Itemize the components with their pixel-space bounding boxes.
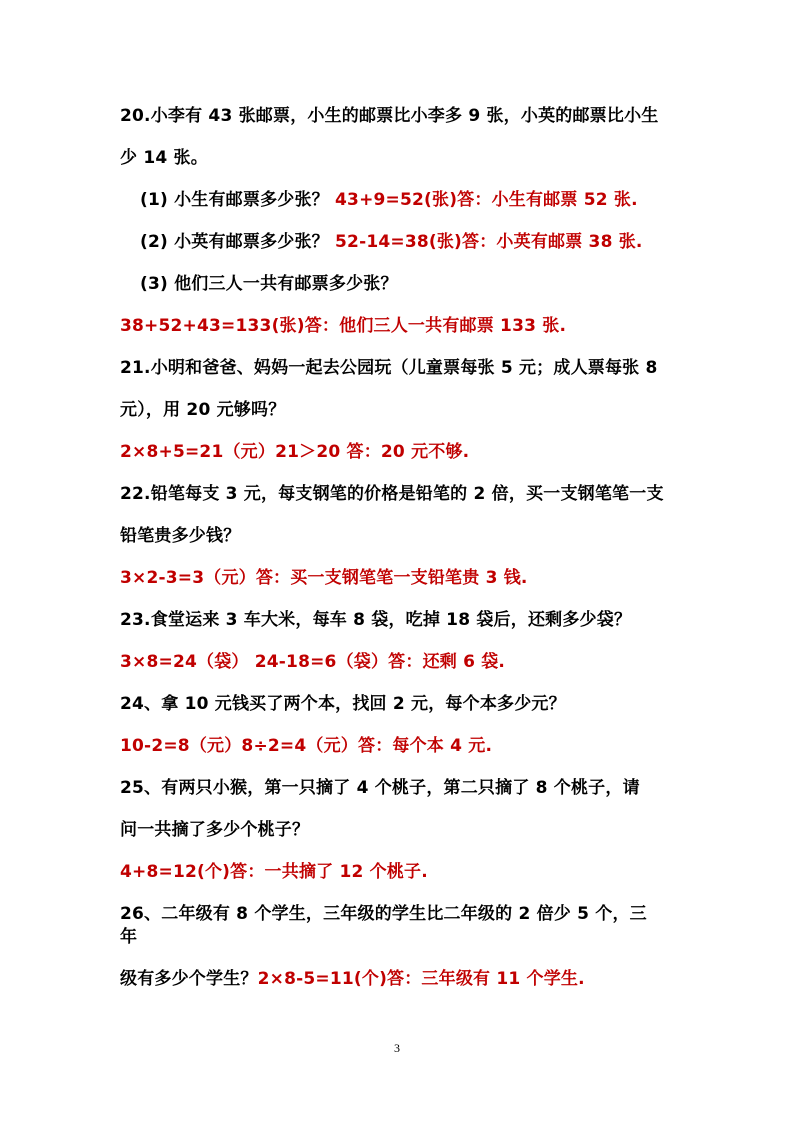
page-number: 3 <box>394 1041 400 1055</box>
q24-text-line1: 24、拿 10 元钱买了两个本，找回 2 元，每个本多少元？ <box>120 694 566 714</box>
q20-sub1-answer: 43+9=52(张)答：小生有邮票 52 张. <box>335 190 638 210</box>
q26-line3-question: 级有多少个学生？ <box>120 969 258 989</box>
q26-text-line1: 26、二年级有 8 个学生，三年级的学生比二年级的 2 倍少 5 个，三 <box>120 904 647 924</box>
q20-sub2 <box>140 230 676 254</box>
q21-text-line1: 21.小明和爸爸、妈妈一起去公园玩（儿童票每张 5 元；成人票每张 8 <box>120 358 658 378</box>
q20-text-line1: 20.小李有 43 张邮票，小生的邮票比小李多 9 张，小英的邮票比小生 <box>120 106 659 126</box>
q22-text-line2: 铅笔贵多少钱？ <box>120 526 241 546</box>
q20-sub3-question: (3) 他们三人一共有邮票多少张？ <box>140 274 398 294</box>
q21-text-line2: 元），用 20 元够吗？ <box>120 400 286 420</box>
q23-answer: 3×8=24（袋） 24-18=6（袋）答：还剩 6 袋. <box>120 652 506 672</box>
q23-text-line1: 23.食堂运来 3 车大米，每车 8 袋，吃掉 18 袋后，还剩多少袋？ <box>120 610 632 630</box>
q25-answer: 4+8=12(个)答：一共摘了 12 个桃子. <box>120 862 428 882</box>
q20-sub2-question: (2) 小英有邮票多少张？ <box>140 232 329 252</box>
q20-sub1-question: (1) 小生有邮票多少张？ <box>140 190 329 210</box>
q26-answer: 2×8-5=11(个)答：三年级有 11 个学生. <box>257 969 585 989</box>
q20-sub1 <box>140 188 676 212</box>
q26-text-line2: 年 <box>120 927 138 947</box>
q24-answer: 10-2=8（元）8÷2=4（元）答：每个本 4 元. <box>120 736 493 756</box>
q22-text-line1: 22.铅笔每支 3 元，每支钢笔的价格是铅笔的 2 倍，买一支钢笔笔一支 <box>120 484 664 504</box>
q25-text-line1: 25、有两只小猴，第一只摘了 4 个桃子，第二只摘了 8 个桃子，请 <box>120 778 640 798</box>
q20-sub2-answer: 52-14=38(张)答：小英有邮票 38 张. <box>335 232 643 252</box>
q26-line3 <box>120 967 676 991</box>
q20-sub3-answer: 38+52+43=133(张)答：他们三人一共有邮票 133 张. <box>120 316 567 336</box>
q22-answer: 3×2-3=3（元）答：买一支钢笔笔一支铅笔贵 3 钱. <box>120 568 528 588</box>
q21-answer: 2×8+5=21（元）21＞20 答：20 元不够. <box>120 442 470 462</box>
q25-text-line2: 问一共摘了多少个桃子？ <box>120 820 310 840</box>
q20-text-line2: 少 14 张。 <box>120 148 208 168</box>
